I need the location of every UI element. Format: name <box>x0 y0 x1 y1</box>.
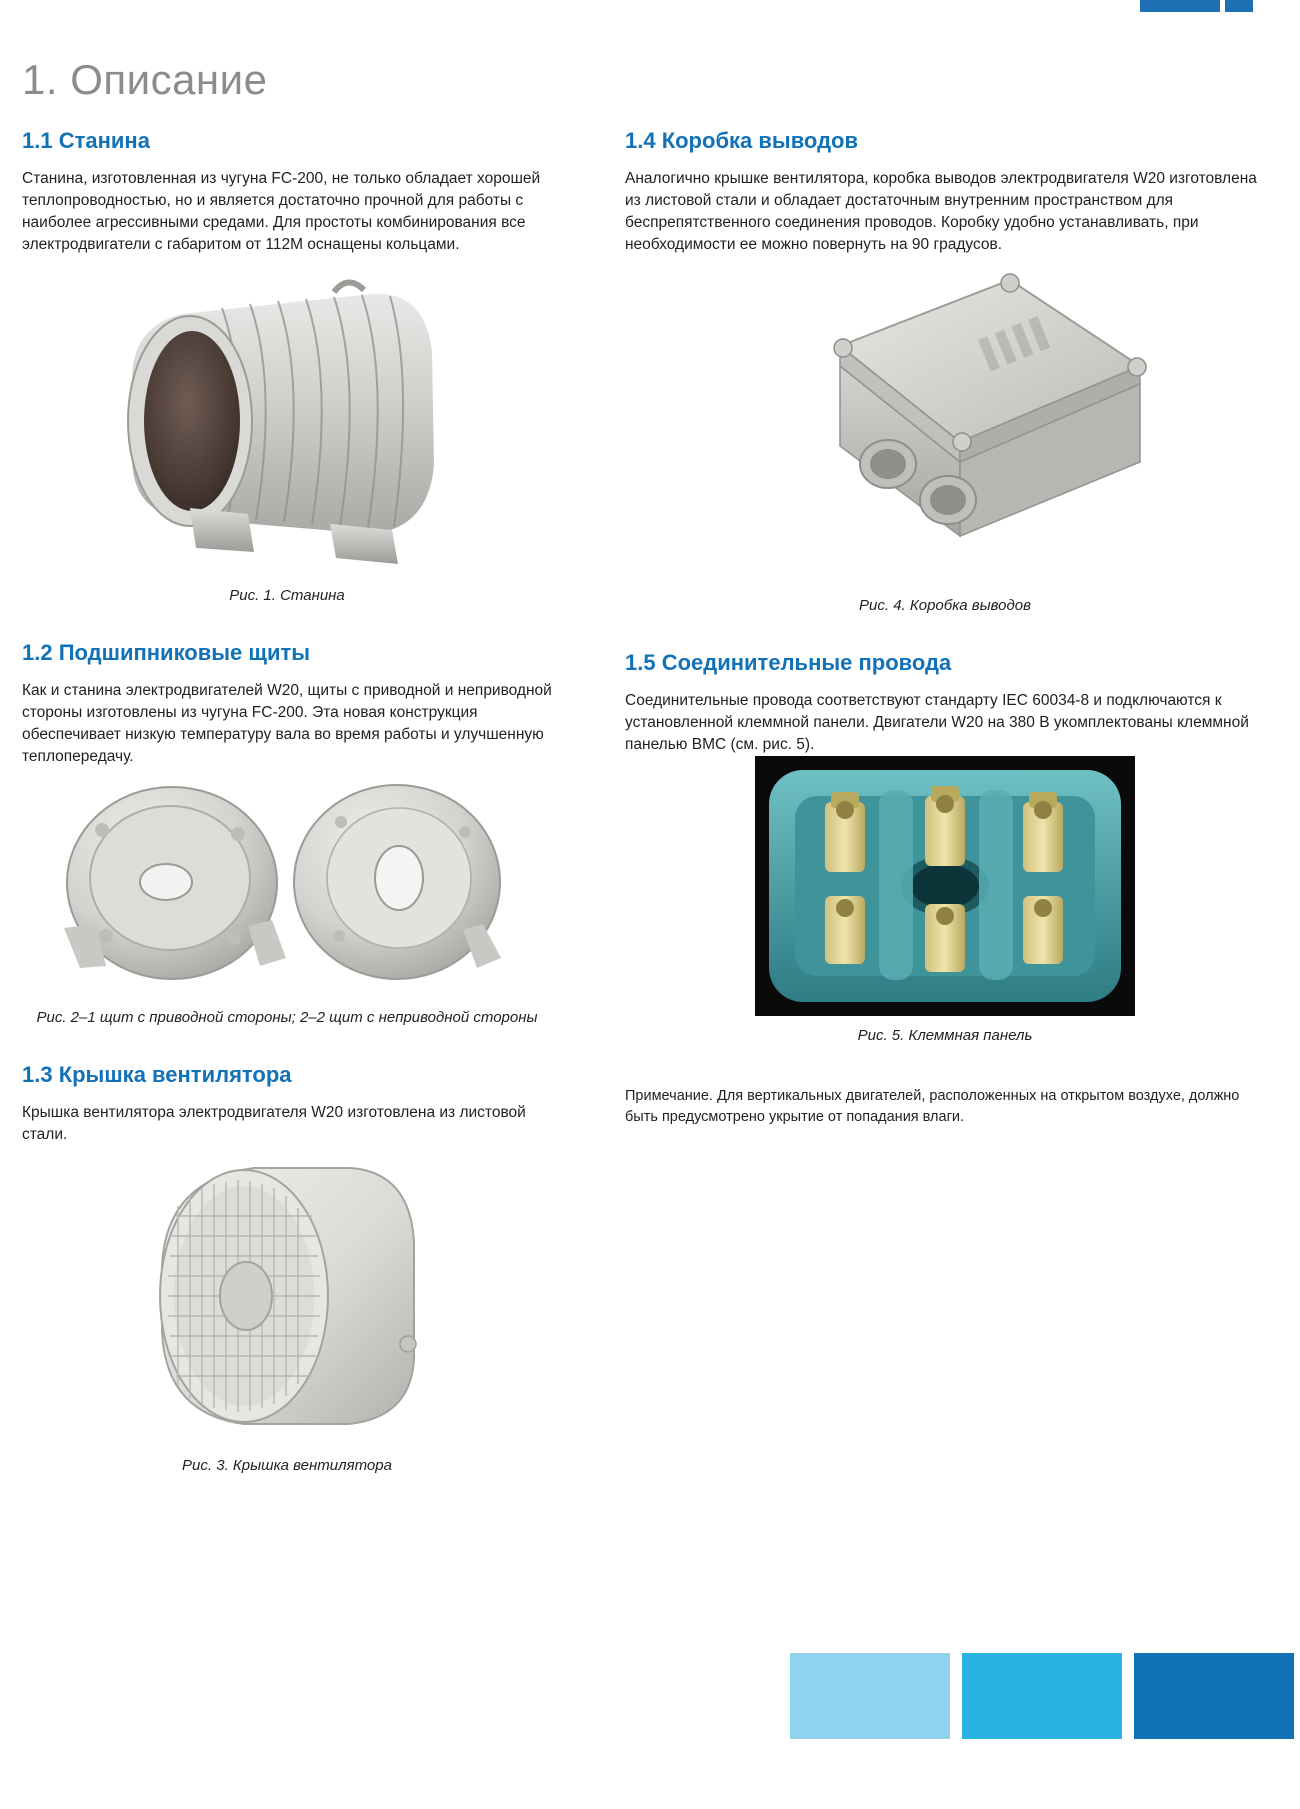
footer-swatches <box>790 1653 1300 1739</box>
bearing-shields-photo <box>52 768 522 998</box>
swatch-dark-blue <box>1134 1653 1294 1739</box>
section-heading-terminal-box: 1.4 Коробка выводов <box>625 128 859 153</box>
section-body-frame: Станина, изготовленная из чугуна FC-200, не только обладает хорошей теплопроводностью, но и является достаточно прочной для работы с наиболее агрессивными средами. Для простоты комбинирования все электродвигатели с габаритом от 112M оснащены кольцами. <box>22 170 541 254</box>
figure-caption-frame: Рис. 1. Станина <box>229 587 345 605</box>
swatch-light-blue <box>790 1653 950 1739</box>
section-body-shields: Как и станина электродвигателей W20, щиты с приводной и неприводной стороны изготовлены из чугуна FC-200. Эта новая конструкция обеспечивает низкую температуру вала во время работы и улучшенную теплопередачу. <box>22 682 552 766</box>
figure-fan-cover <box>22 1146 552 1476</box>
figure-caption-shields: Рис. 2–1 щит с приводной стороны; 2–2 щит с неприводной стороны <box>36 1009 538 1027</box>
section-body-terminal-box: Аналогично крышке вентилятора, коробка выводов электродвигателя W20 изготовлена из листовой стали и обладает достаточным внутренним пространством для беспрепятственного соединения проводов. Коробку удобно устанавливать, при необходимости ее можно повернуть на 90 градусов. <box>625 170 1257 254</box>
motor-frame-photo <box>72 256 502 576</box>
terminal-block-photo <box>755 756 1135 1016</box>
section-heading-fan-cover: 1.3 Крышка вентилятора <box>22 1061 292 1087</box>
figure-caption-fan-cover: Рис. 3. Крышка вентилятора <box>182 1457 392 1475</box>
section-body-fan-cover: Крышка вентилятора электродвигателя W20 изготовлена из листовой стали. <box>22 1104 526 1144</box>
figure-motor-frame <box>22 256 552 606</box>
figure-terminal-box <box>625 256 1265 616</box>
note-text: Примечание. Для вертикальных двигателей, расположенных на открытом воздухе, должно быть предусмотрено укрытие от попадания влаги. <box>625 1087 1240 1125</box>
right-column <box>625 128 1265 1128</box>
left-column <box>22 128 552 1476</box>
section-heading-frame: 1.1 Станина <box>22 128 150 153</box>
terminal-box-photo <box>710 256 1180 586</box>
page-title: 1. Описание <box>22 56 268 104</box>
fan-cover-photo <box>122 1146 452 1446</box>
swatch-blue <box>962 1653 1122 1739</box>
header-accent-bar <box>1140 0 1220 12</box>
section-heading-connection-wires: 1.5 Соединительные провода <box>625 649 952 675</box>
section-heading-shields: 1.2 Подшипниковые щиты <box>22 639 311 665</box>
figure-caption-terminal-box: Рис. 4. Коробка выводов <box>859 597 1031 615</box>
section-body-connection-wires: Соединительные провода соответствуют стандарту IEC 60034-8 и подключаются к установленной клеммной панели. Двигатели W20 на 380 В укомплектованы клеммной панелью BMC (см. рис. 5). <box>625 692 1249 754</box>
figure-caption-terminal-block: Рис. 5. Клеммная панель <box>857 1027 1033 1045</box>
figure-bearing-shields <box>22 768 552 1028</box>
header-accent-bar-secondary <box>1225 0 1253 12</box>
figure-terminal-block <box>625 756 1265 1046</box>
